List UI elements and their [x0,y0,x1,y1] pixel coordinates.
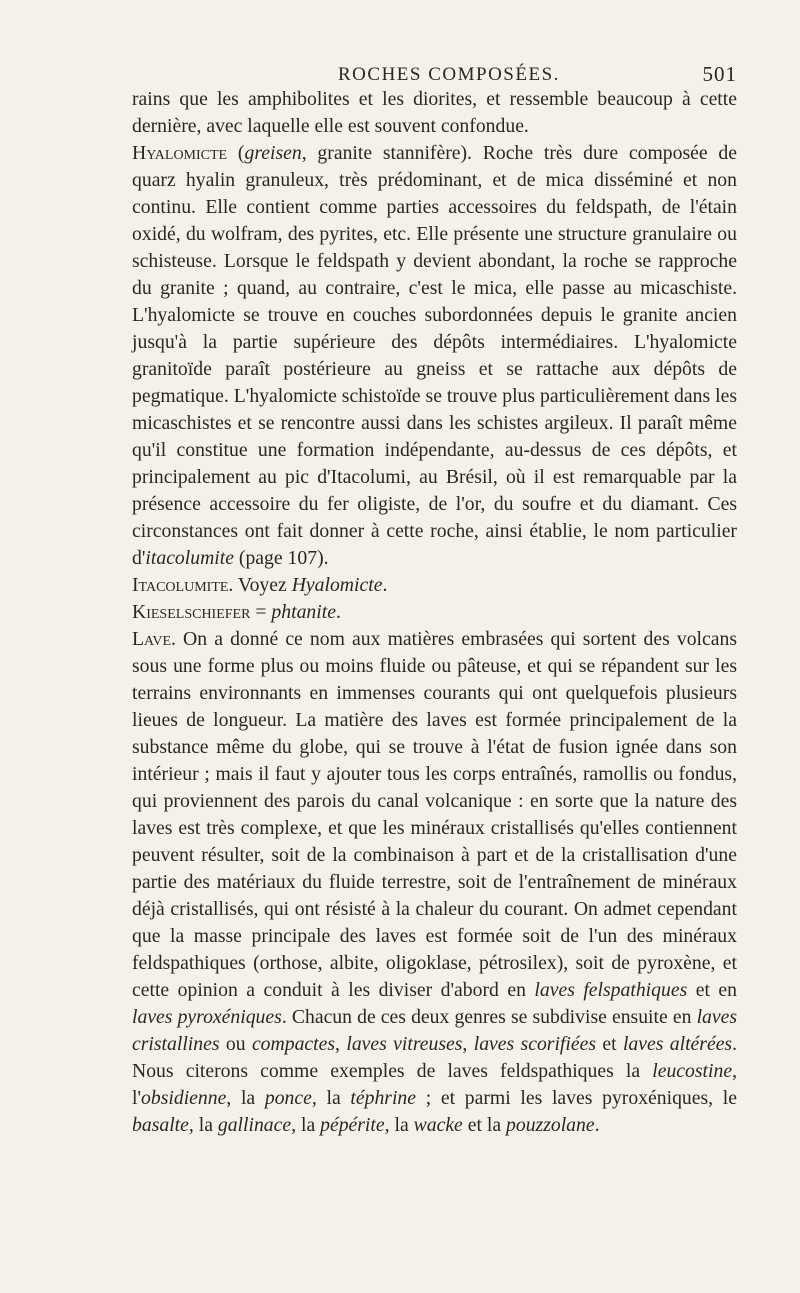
entry-term: Lave [132,628,171,650]
italic-term: obsidienne [141,1087,227,1109]
entry-text: . Chacun de ces deux genres se subdivise ensuite en [281,1006,697,1028]
italic-term: wacke [413,1114,463,1136]
entry-lave [132,626,737,1139]
entry-term: Hyalomicte [132,142,228,164]
italic-term: basalte [132,1114,189,1136]
entry-text: , la [226,1087,265,1109]
entry-text: . [335,601,341,623]
entry-text: et la [462,1114,506,1136]
paragraph-continuation: rains que les amphibolites et les diorites, et ressemble beaucoup à cette dernière, avec laquelle elle est souvent confondue. [132,88,737,137]
entry-text: , l' [132,1060,737,1109]
italic-term: laves vitreuses [346,1033,463,1055]
entry-term: Kieselschiefer [132,601,251,623]
italic-term: gallinace [217,1114,292,1136]
running-header [132,56,737,86]
entry-text: . [382,574,388,596]
entry-text: , la [384,1114,414,1136]
italic-term: laves cristallines [132,1006,738,1055]
book-page [132,56,737,1139]
italic-term: leucostine [652,1060,733,1082]
entry-text: ; et parmi les laves pyroxéniques, le [416,1087,737,1109]
entry-text: . Nous citerons comme exemples de laves feldspathiques la [132,1033,738,1082]
entry-text: . [594,1114,600,1136]
entry-reference: phtanite [271,601,336,623]
entry-text: , la [188,1114,218,1136]
page-number: 501 [702,62,737,86]
entry-text: , [462,1033,474,1055]
entry-text: , la [291,1114,321,1136]
entry-synonym: greisen [244,142,302,164]
entry-kieselschiefer [132,599,737,626]
italic-term: ponce [264,1087,312,1109]
italic-term: laves altérées [622,1033,733,1055]
italic-term: laves pyroxéniques [132,1006,282,1028]
running-title: ROCHES COMPOSÉES. [338,64,560,85]
entry-text: , la [311,1087,351,1109]
italic-term: laves felspathiques [534,979,688,1001]
entry-reference: Hyalomicte [291,574,383,596]
entry-text: et [596,1033,623,1055]
entry-itacolumite [132,572,737,599]
italic-term: pouzzolane [506,1114,595,1136]
entry-italic-name: itacolumite [145,547,234,569]
entry-term: Itacolumite [132,574,229,596]
entry-text: ou [219,1033,252,1055]
italic-term: compactes [251,1033,336,1055]
entry-text: . On a donné ce nom aux matières embrasées qui sortent des volcans sous une forme plus ou moins fluide ou pâteuse, et qui se répandent sur les terrains environnants en immenses courants qui ont quelquefois plusieurs lieues de longueur. La matière des laves est formée principalement de la substance même du globe, qui se trouve à l'état de fusion ignée dans son intérieur ; mais il faut y ajouter tous les corps entraînés, ramollis ou fondus, qui proviennent des parois du canal volcanique : en sorte que la nature des laves est très complexe, et que les minéraux cristallisés qu'elles contiennent peuvent résulter, soit de la combinaison à part et de la cristallisation d'une partie des matériaux du fluide terrestre, soit de l'entraînement de minéraux déjà cristallisés, qui ont résisté à la chaleur du courant. On admet cependant que la masse principale des laves est formée soit de l'un des minéraux feldspathiques (orthose, albite, oligoklase, pétrosilex), soit de pyroxène, et cette opinion a conduit à les diviser d'abord en [132,628,737,1001]
italic-term: pépérite [320,1114,385,1136]
italic-term: laves scorifiées [473,1033,596,1055]
entry-text: , granite stannifère). Roche très dure composée de quarz hyalin granuleux, très prédominant, et de mica disséminé et non continu. Elle contient comme parties accessoires du feldspath, de l'étain oxidé, du wolfram, des pyrites, etc. Elle présente une structure granulaire ou schisteuse. Lorsque le feldspath y devient abondant, la roche se rapproche du granite ; quand, au contraire, c'est le mica, elle passe au micaschiste. L'hyalomicte se trouve en couches subordonnées depuis le granite ancien jusqu'à la partie supérieure des dépôts intermédiaires. L'hyalomicte granitoïde paraît postérieure au gneiss et se rattache aux dépôts de pegmatique. L'hyalomicte schistoïde se trouve plus particulièrement dans les micaschistes et se rencontre aussi dans les schistes argileux. Il paraît même qu'il constitue une formation indépendante, au-dessus de ces dépôts, et principalement au pic d'Itacolumi, au Brésil, où il est remarquable par la présence accessoire du fer oligiste, de l'or, du soufre et du diamant. Ces circonstances ont fait donner à cette roche, ainsi établie, le nom particulier d' [132,142,737,569]
italic-term: téphrine [350,1087,417,1109]
entry-text: et en [687,979,737,1001]
page-body [132,86,737,1139]
entry-text: (page 107). [233,547,329,569]
entry-hyalomicte [132,140,737,572]
entry-text: ( [227,142,245,164]
entry-text: , [335,1033,347,1055]
entry-text: = [250,601,272,623]
entry-text: . Voyez [228,574,292,596]
